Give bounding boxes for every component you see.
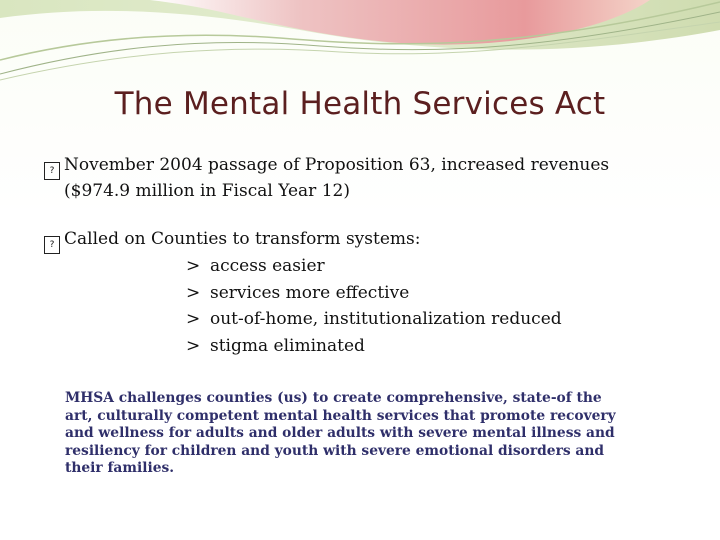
missing-glyph-box-icon: ? (44, 162, 60, 180)
list-marker: > (186, 335, 201, 356)
list-item-text: services more effective (210, 282, 410, 303)
summary-line: MHSA challenges counties (us) to create comprehensive, state-of the (65, 390, 602, 406)
slide-title: The Mental Health Services Act (114, 86, 606, 122)
summary-line: art, culturally competent mental health services that promote recovery (65, 407, 616, 424)
list-item (186, 336, 562, 363)
list-item-text: out-of-home, institutionalization reduced (210, 309, 562, 329)
summary-line: resiliency for children and youth with severe emotional disorders and (65, 442, 605, 459)
list-item (186, 283, 562, 310)
bullet-proposition-63 (44, 154, 684, 202)
list-marker: > (186, 282, 201, 303)
bullet-1-line-2: ($974.9 million in Fiscal Year 12) (64, 181, 350, 201)
bullet-1-line-1: November 2004 passage of Proposition 63, increased revenues (64, 155, 610, 175)
bullet-2-line-1: Called on Counties to transform systems: (64, 229, 421, 249)
summary-line: and wellness for adults and older adults with severe mental illness and (65, 425, 615, 441)
list-item (186, 256, 562, 283)
header-swoosh-decoration (0, 0, 720, 90)
list-marker: > (186, 309, 201, 329)
missing-glyph-box-icon: ? (44, 236, 60, 254)
list-marker: > (186, 256, 201, 276)
list-item-text: access easier (210, 256, 325, 276)
bullet-transform-systems (44, 228, 420, 254)
transformation-goals-list (186, 256, 562, 362)
mhsa-summary-paragraph (65, 390, 677, 478)
list-item (186, 309, 562, 336)
summary-line: their families. (65, 460, 175, 476)
list-item-text: stigma eliminated (210, 335, 365, 356)
